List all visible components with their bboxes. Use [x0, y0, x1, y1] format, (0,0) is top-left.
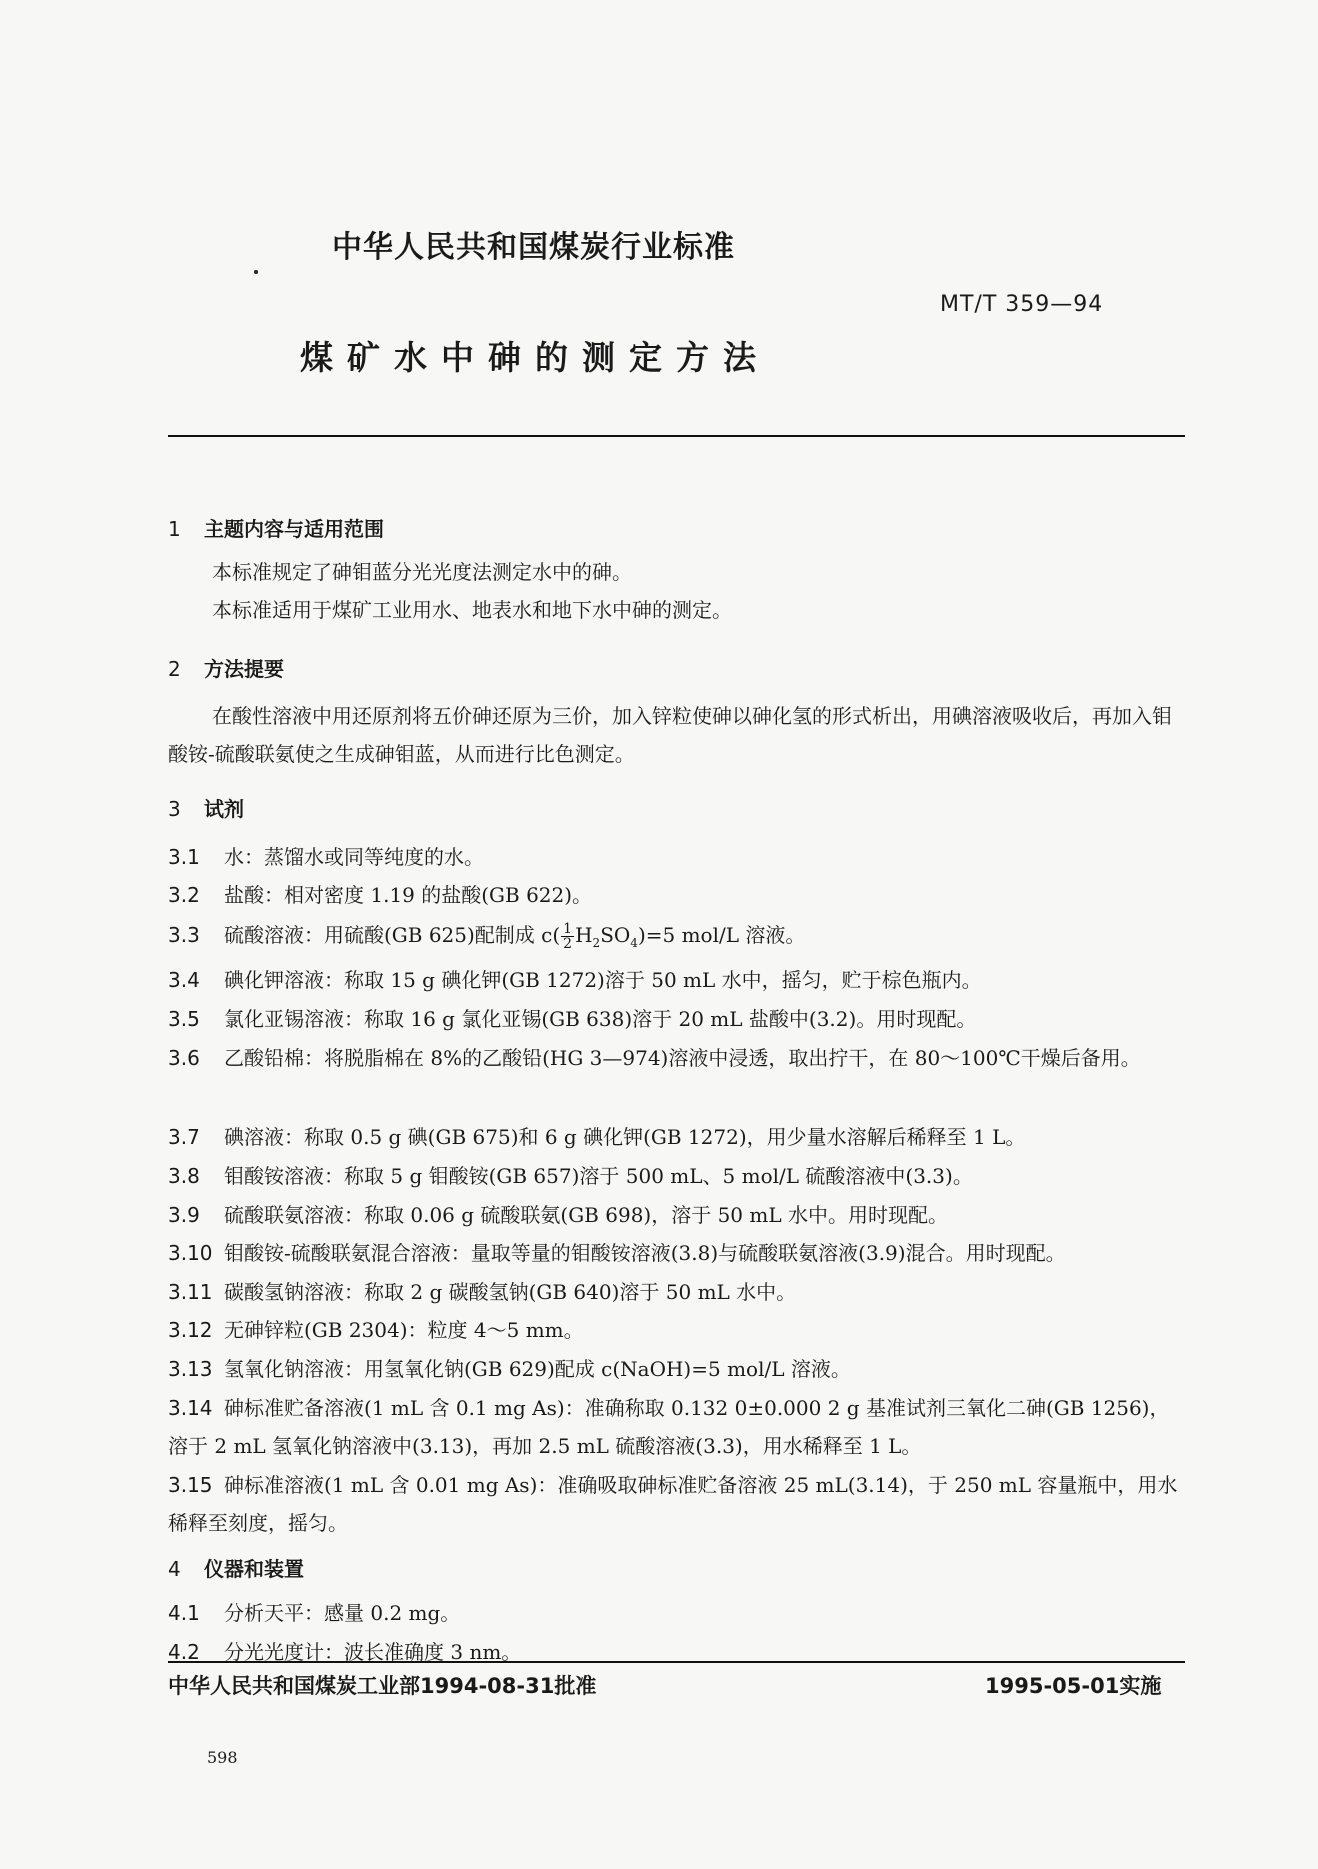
item-text: 钼酸铵-硫酸联氨混合溶液：量取等量的钼酸铵溶液(3.8)与硫酸联氨溶液(3.9)混合。用时现配。	[224, 1241, 1066, 1265]
header-divider	[168, 435, 1185, 437]
item-text: 水：蒸馏水或同等纯度的水。	[224, 845, 484, 869]
section-number: 2	[168, 657, 181, 681]
formula-so: SO	[600, 923, 631, 947]
list-item	[168, 916, 1185, 962]
document-title: 煤矿水中砷的测定方法	[300, 338, 770, 377]
item-number: 3.3	[168, 923, 200, 947]
item-text: 硫酸联氨溶液：称取 0.06 g 硫酸联氨(GB 698)，溶于 50 mL 水中。用时现配。	[224, 1203, 948, 1227]
item-number: 3.2	[168, 883, 200, 907]
list-item	[168, 1039, 1185, 1077]
item-number: 3.1	[168, 845, 200, 869]
section-number: 4	[168, 1557, 181, 1581]
list-item	[168, 1389, 1185, 1465]
list-item	[168, 1234, 1185, 1272]
item-text: 氯化亚锡溶液：称取 16 g 氯化亚锡(GB 638)溶于 20 mL 盐酸中(3.2)。用时现配。	[224, 1007, 977, 1031]
section-heading-3	[168, 793, 244, 822]
item-number: 4.1	[168, 1601, 200, 1625]
item-text: 分析天平：感量 0.2 mg。	[224, 1601, 461, 1625]
fraction	[561, 922, 574, 951]
item-text: 无砷锌粒(GB 2304)：粒度 4～5 mm。	[224, 1318, 584, 1342]
fraction-numerator: 1	[563, 921, 573, 937]
section-heading-2	[168, 653, 284, 682]
section-number: 3	[168, 797, 181, 821]
list-item	[168, 1273, 1185, 1311]
list-item	[168, 876, 1185, 914]
list-item	[168, 1311, 1185, 1349]
list-item	[168, 1157, 1185, 1195]
standard-code: MT/T 359—94	[940, 292, 1104, 317]
scan-speck	[254, 270, 258, 274]
effective-date: 1995-05-01实施	[985, 1674, 1162, 1698]
item-number: 3.10	[168, 1241, 213, 1265]
item-text-pre: 硫酸溶液：用硫酸(GB 625)配制成 c(	[224, 923, 561, 947]
section-heading-1	[168, 513, 384, 542]
item-text-post: )=5 mol/L 溶液。	[637, 923, 806, 947]
item-number: 3.4	[168, 968, 200, 992]
footer-divider	[168, 1661, 1185, 1663]
item-text: 碳酸氢钠溶液：称取 2 g 碳酸氢钠(GB 640)溶于 50 mL 水中。	[224, 1280, 797, 1304]
item-number: 3.14	[168, 1396, 213, 1420]
item-number: 3.9	[168, 1203, 200, 1227]
section-heading-4	[168, 1553, 304, 1582]
subscript: 2	[592, 936, 601, 950]
paragraph: 本标准适用于煤矿工业用水、地表水和地下水中砷的测定。	[212, 598, 732, 622]
item-number: 4.2	[168, 1640, 200, 1664]
item-number: 3.7	[168, 1125, 200, 1149]
section-title: 仪器和装置	[204, 1557, 304, 1581]
item-text: 砷标准贮备溶液(1 mL 含 0.1 mg As)：准确称取 0.132 0±0.000 2 g 基准试剂三氧化二砷(GB 1256)，溶于 2 mL 氢氧化钠溶液中(3.13)，再加 2.5 mL 硫酸溶液(3.3)，用水稀释至 1 L。	[168, 1396, 1170, 1458]
item-text: 分光光度计：波长准确度 3 nm。	[224, 1640, 522, 1664]
list-item	[168, 1466, 1185, 1542]
item-number: 3.5	[168, 1007, 200, 1031]
item-text: 碘化钾溶液：称取 15 g 碘化钾(GB 1272)溶于 50 mL 水中，摇匀，贮于棕色瓶内。	[224, 968, 982, 992]
list-item	[168, 1196, 1185, 1234]
section-number: 1	[168, 517, 181, 541]
approval-line: 中华人民共和国煤炭工业部1994-08-31批准	[168, 1674, 597, 1698]
item-number: 3.8	[168, 1164, 200, 1188]
fraction-denominator: 2	[563, 936, 573, 952]
item-number: 3.6	[168, 1046, 200, 1070]
item-number: 3.13	[168, 1357, 213, 1381]
list-item	[168, 1350, 1185, 1388]
list-item	[168, 1594, 1185, 1632]
section-title: 方法提要	[204, 657, 284, 681]
formula-h: H	[575, 923, 593, 947]
paragraph: 在酸性溶液中用还原剂将五价砷还原为三价，加入锌粒使砷以砷化氢的形式析出，用碘溶液吸收后，再加入钼酸铵-硫酸联氨使之生成砷钼蓝，从而进行比色测定。	[168, 704, 1172, 766]
list-item	[168, 1000, 1185, 1038]
list-item	[168, 1118, 1185, 1156]
section-title: 试剂	[204, 797, 244, 821]
item-number: 3.15	[168, 1473, 213, 1497]
item-number: 3.11	[168, 1280, 213, 1304]
item-text: 乙酸铅棉：将脱脂棉在 8%的乙酸铅(HG 3—974)溶液中浸透，取出拧干，在 80～100℃干燥后备用。	[224, 1046, 1141, 1070]
list-item	[168, 1633, 1185, 1671]
item-text: 钼酸铵溶液：称取 5 g 钼酸铵(GB 657)溶于 500 mL、5 mol/L 硫酸溶液中(3.3)。	[224, 1164, 973, 1188]
item-text: 盐酸：相对密度 1.19 的盐酸(GB 622)。	[224, 883, 593, 907]
list-item	[168, 961, 1185, 999]
item-text: 碘溶液：称取 0.5 g 碘(GB 675)和 6 g 碘化钾(GB 1272)，用少量水溶解后稀释至 1 L。	[224, 1125, 1026, 1149]
paragraph: 本标准规定了砷钼蓝分光光度法测定水中的砷。	[212, 560, 632, 584]
item-text: 砷标准溶液(1 mL 含 0.01 mg As)：准确吸取砷标准贮备溶液 25 mL(3.14)，于 250 mL 容量瓶中，用水稀释至刻度，摇匀。	[168, 1473, 1178, 1535]
section-title: 主题内容与适用范围	[204, 517, 384, 541]
item-number: 3.12	[168, 1318, 213, 1342]
item-text: 氢氧化钠溶液：用氢氧化钠(GB 629)配成 c(NaOH)=5 mol/L 溶液。	[224, 1357, 851, 1381]
subscript: 4	[630, 936, 638, 950]
standard-category-title: 中华人民共和国煤炭行业标准	[332, 230, 735, 265]
list-item	[168, 838, 1185, 876]
page-number: 598	[207, 1748, 238, 1767]
